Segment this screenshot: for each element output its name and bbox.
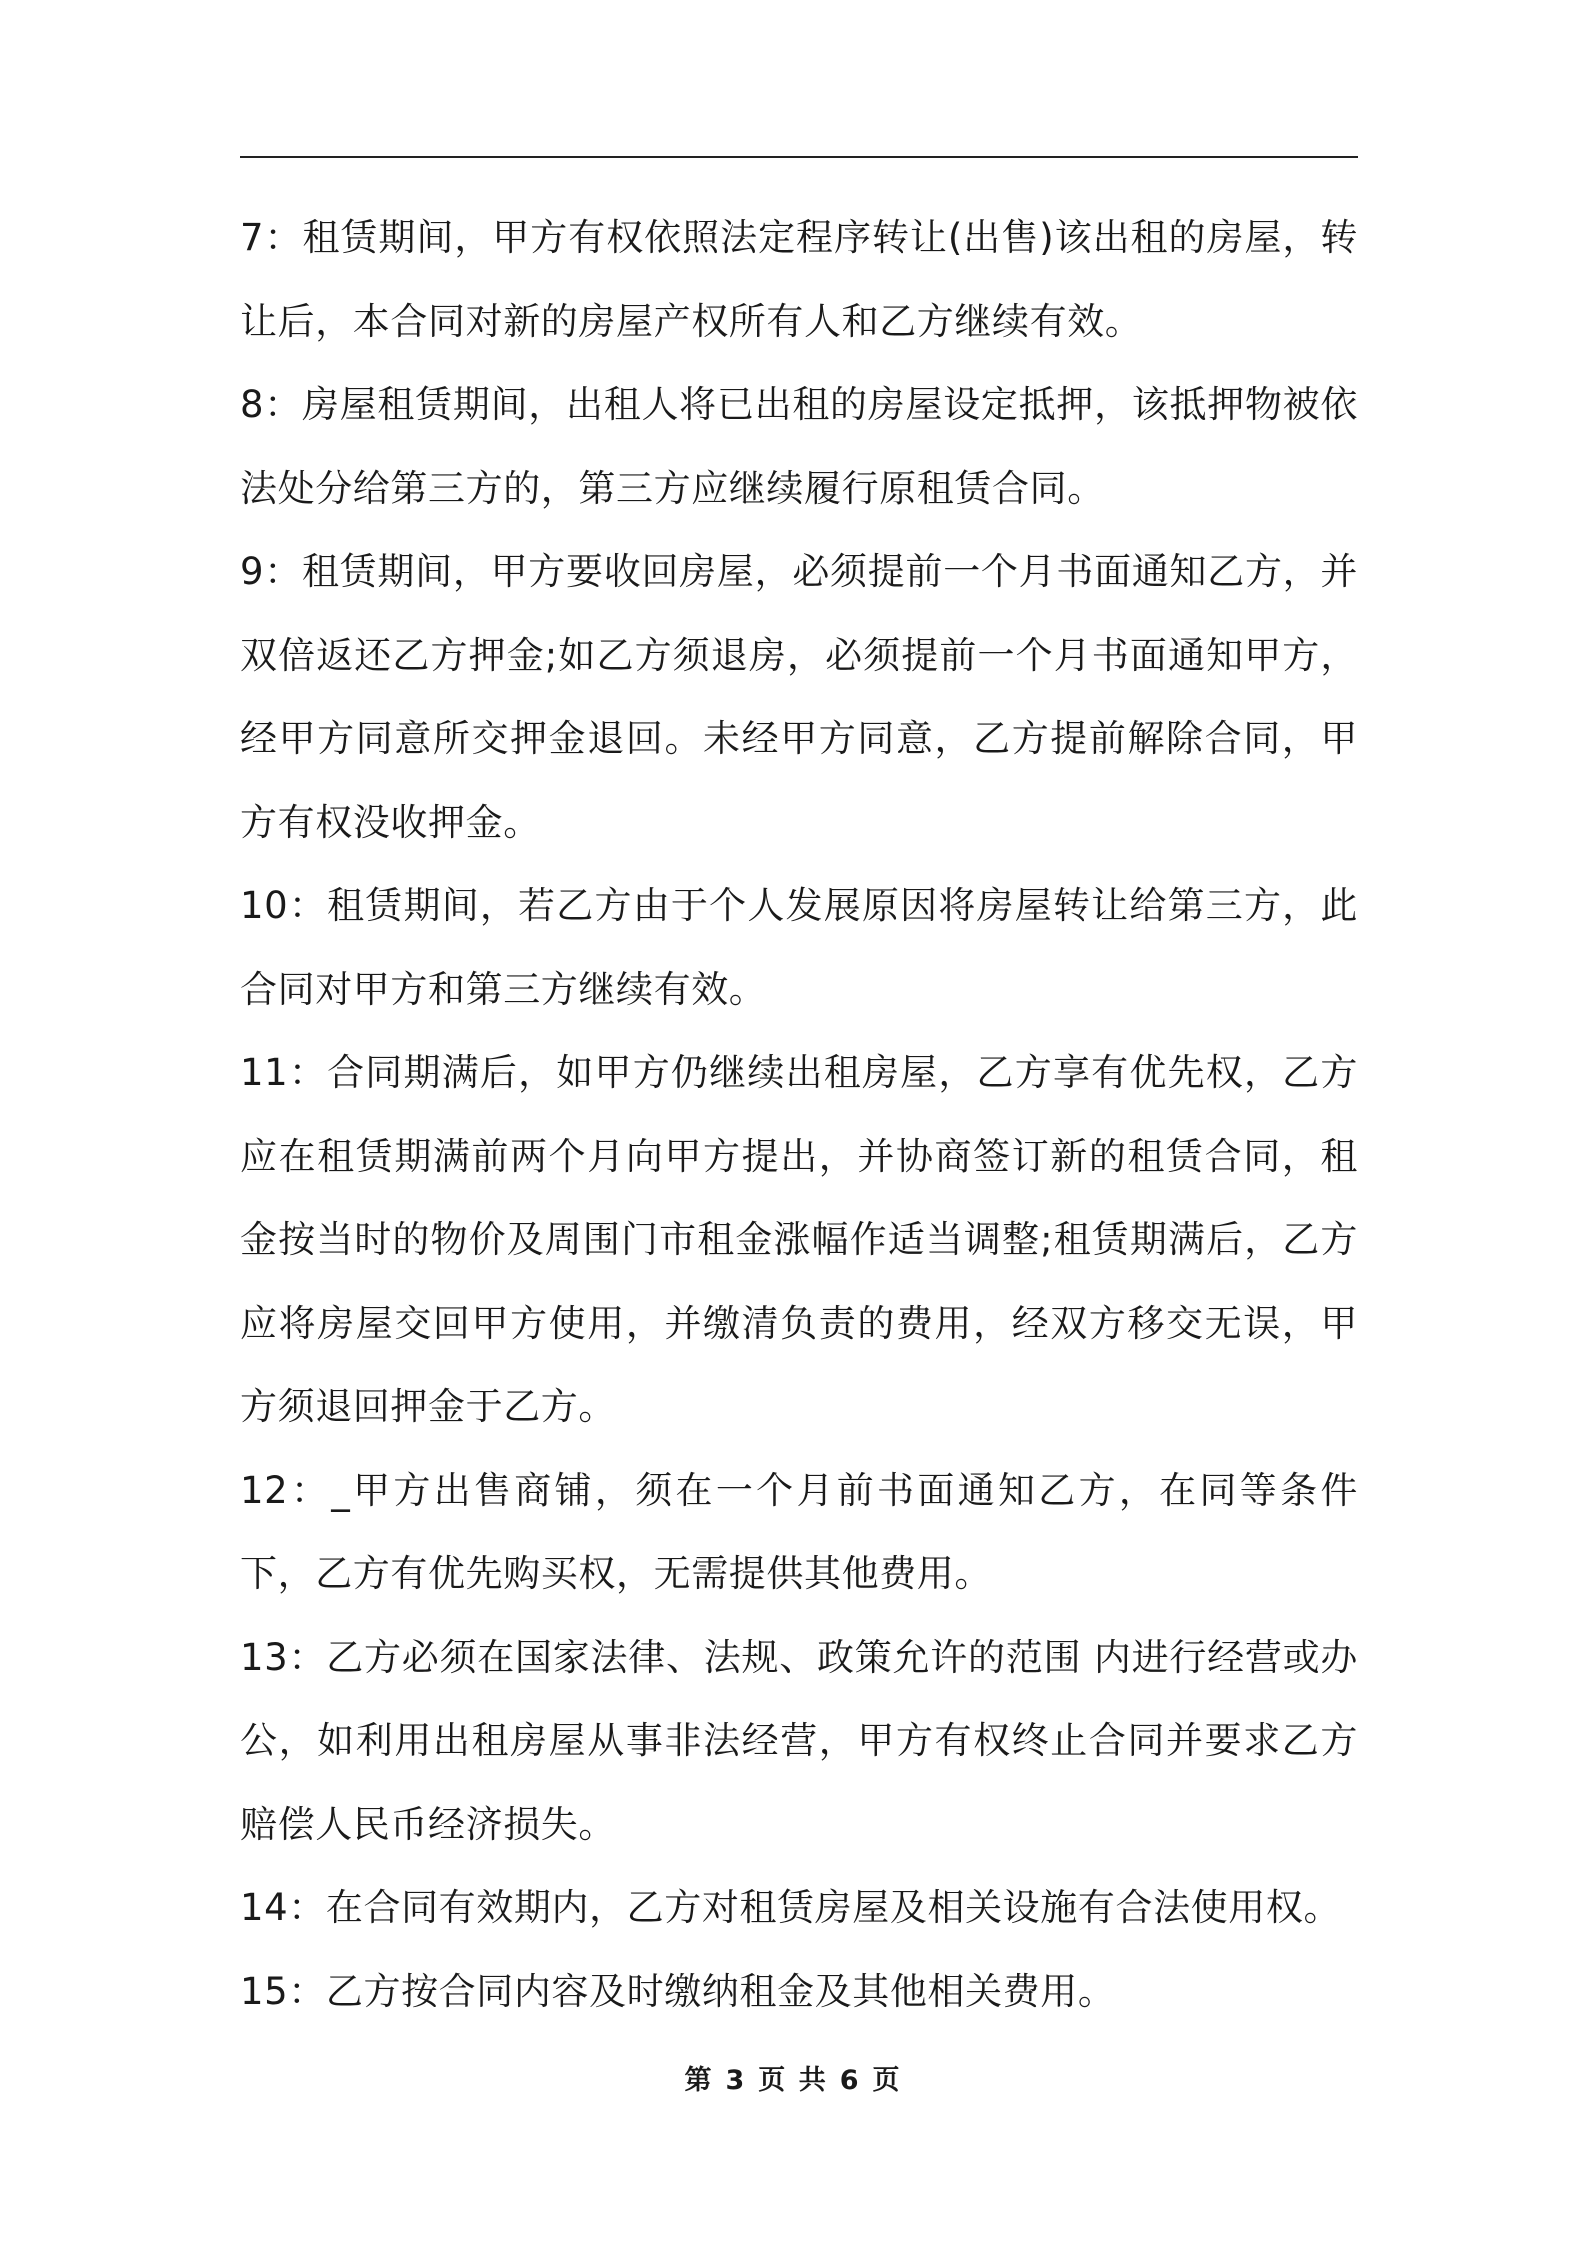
footer-total-pages: 6 [839, 2065, 861, 2096]
clause-12: 12：_甲方出售商铺，须在一个月前书面通知乙方，在同等条件下，乙方有优先购买权，无需提供其他费用。 [240, 1468, 1358, 1595]
clause-15: 15：乙方按合同内容及时缴纳租金及其他相关费用。 [240, 1969, 1116, 2013]
clause-13: 13：乙方必须在国家法律、法规、政策允许的范围 内进行经营或办公，如利用出租房屋从事非法经营，甲方有权终止合同并要求乙方赔偿人民币经济损失。 [240, 1635, 1358, 1846]
footer-suffix: 页 [872, 2065, 902, 2096]
footer-current-page: 3 [725, 2065, 747, 2096]
footer-prefix: 第 [684, 2065, 714, 2096]
clause-11: 11：合同期满后，如甲方仍继续出租房屋，乙方享有优先权，乙方应在租赁期满前两个月向甲方提出，并协商签订新的租赁合同，租金按当时的物价及周围门市租金涨幅作适当调整;租赁期满后，乙方应将房屋交回甲方使用，并缴清负责的费用，经双方移交无误，甲方须退回押金于乙方。 [240, 1051, 1358, 1428]
clause-9: 9：租赁期间，甲方要收回房屋，必须提前一个月书面通知乙方，并双倍返还乙方押金;如乙方须退房，必须提前一个月书面通知甲方，经甲方同意所交押金退回。未经甲方同意，乙方提前解除合同，甲方有权没收押金。 [240, 550, 1358, 844]
footer-middle: 页 共 [758, 2065, 828, 2096]
clause-14: 14：在合同有效期内，乙方对租赁房屋及相关设施有合法使用权。 [240, 1886, 1342, 1929]
clause-10: 10：租赁期间，若乙方由于个人发展原因将房屋转让给第三方，此合同对甲方和第三方继续有效。 [240, 884, 1358, 1011]
header-rule [240, 156, 1358, 158]
contract-clauses [240, 196, 1358, 2033]
clause-7: 7：租赁期间，甲方有权依照法定程序转让(出售)该出租的房屋，转让后，本合同对新的房屋产权所有人和乙方继续有效。 [240, 216, 1358, 343]
page-footer [0, 2058, 1586, 2097]
clause-8: 8：房屋租赁期间，出租人将已出租的房屋设定抵押，该抵押物被依法处分给第三方的，第三方应继续履行原租赁合同。 [240, 383, 1358, 510]
